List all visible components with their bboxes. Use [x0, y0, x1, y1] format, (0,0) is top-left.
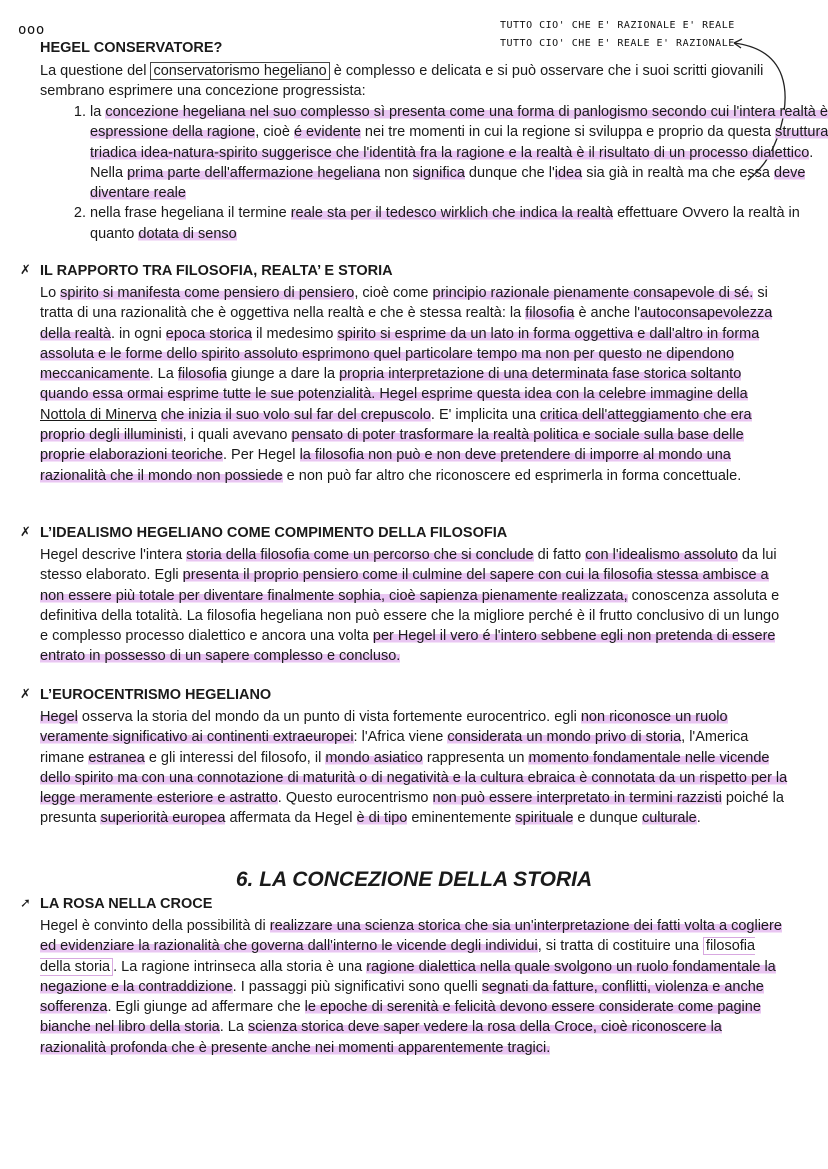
- section-title-idealismo: L’IDEALISMO HEGELIANO COME COMPIMENTO DELLA FILOSOFIA: [40, 525, 508, 541]
- boxed-term: filosofia della storia: [40, 938, 756, 975]
- section-2-paragraph: Lo spirito si manifesta come pensiero di pensiero, cioè come principio razionale pienamente consapevole di sé. si tratta di una razionalità che è oggettiva nella realtà e che è stessa realtà: la filosofia è anche l'autoconsapevolezza della realtà. in ogni epoca storica il medesimo spirito si esprime da un lato in forma oggettiva e dall'altro in forma assoluta e le forme dello spirito assoluto esprimono quel particolare tempo ma non per questo ne dipendono meccanicamente. La filosofia giunge a dare la propria interpretazione di una determinata fase storica soltanto quando essa ormai esprime tutte le sue potenzialità. Hegel esprime questa idea con la celebre immagine della Nottola di Minerva che inizia il suo volo sul far del crepuscolo. E' implicita una critica dell'atteggiamento che era proprio degli illuministi, i quali avevano pensato di poter trasformare la realtà politica e sociale sulla base delle proprie elaborazioni teoriche. Per Hegel la filosofia non può e non deve pretendere di imporre al mondo una razionalità che il mondo non possiede e non può far altro che riconoscere ed esprimerla in forma concettuale.: [40, 285, 773, 484]
- underlined-term: Nottola di Minerva: [40, 406, 157, 423]
- section-5-paragraph: Hegel è convinto della possibilità di realizzare una scienza storica che sia un'interpretazione dei fatti volta a cogliere ed evidenziare la razionalità che governa dall'interno le vicende degli individui, si tratta di costituire una filosofia della storia . La ragione intrinseca alla storia è una ragione dialettica nella quale svolgono un ruolo fondamentale la negazione e la contraddizione. I passaggi più significativi sono quelli segnati da fatture, conflitti, violenza e anche sofferenza. Egli giunge ad affermare che le epoche di serenità e felicità devono essere considerate come pagine bianche nel libro della storia. La scienza storica deve saper vedere la rosa della Croce, cioè riconoscere la razionalità profonda che è presente anche nei momenti apparentemente tragici.: [40, 918, 782, 1056]
- section-title-rapporto: IL RAPPORTO TRA FILOSOFIA, REALTA’ E STORIA: [40, 263, 393, 279]
- cross-mark: ✗: [20, 262, 31, 277]
- section-3-paragraph: Hegel descrive l'intera storia della filosofia come un percorso che si conclude di fatto con l'idealismo assoluto da lui stesso elaborato. Egli presenta il proprio pensiero come il culmine del sapere con cui la filosofia stessa ambisce a non essere più totale per diventare finalmente sophia, cioè sapienza pienamente realizzata, conoscenza assoluta e definitiva della totalità. La filosofia hegeliana non può essere che la migliore perché è il frutto conclusivo di un lungo e complesso processo dialettico e ancora una volta per Hegel il vero é l'intero sebbene egli non pretenda di essere entrato in possesso di un sapere complesso e concluso.: [40, 547, 780, 665]
- section-1-intro: La questione del conservatorismo hegeliano è complesso e delicata e si può osservare che i suoi scritti giovanili sembrano esprimere una concezione progressista:: [40, 63, 764, 100]
- section-4-paragraph: Hegel osserva la storia del mondo da un punto di vista fortemente eurocentrico. egli non riconosce un ruolo veramente significativo ai continenti extraeuropei: l'Africa viene considerata un mondo privo di storia, l'America rimane estranea e gli interessi del filosofo, il mondo asiatico rappresenta un momento fondamentale nelle vicende dello spirito ma con una connotazione di maturità o di negatività e la cultura ebraica è connotata da un rispetto per la legge meramente esteriore e astratto. Questo eurocentrismo non può essere interpretato in termini razzisti poiché la presunta superiorità europea affermata da Hegel è di tipo eminentemente spirituale e dunque culturale.: [40, 709, 788, 827]
- handwritten-line-1: TUTTO CIO' CHE E' RAZIONALE E' REALE: [500, 20, 735, 31]
- list-item: 1. la concezione hegeliana nel suo complesso sì presenta come una forma di panlogismo secondo cui l'intera realtà è espressione della ragione, cioè é evidente nei tre momenti in cui la regione si sviluppa e proprio da questa struttura triadica idea-natura-spirito suggerisce che l'identità fra la ragione e la realtà è il risultato di un processo dialettico. Nella prima parte dell'affermazione hegeliana non significa dunque che l'idea sia già in realtà ma che essa deve diventare reale: [90, 102, 828, 203]
- cross-mark: ✗: [20, 524, 31, 539]
- boxed-term: conservatorismo hegeliano: [150, 62, 329, 80]
- chapter-title: 6. LA CONCEZIONE DELLA STORIA: [235, 868, 593, 891]
- section-title-hegel-conservatore: HEGEL CONSERVATORE?: [40, 40, 223, 56]
- arrow-mark: ➚: [20, 895, 31, 910]
- handwritten-corner-note: ooo: [18, 22, 45, 38]
- cross-mark: ✗: [20, 686, 31, 701]
- section-title-eurocentrismo: L’EUROCENTRISMO HEGELIANO: [40, 687, 272, 703]
- section-1-list: [40, 102, 828, 244]
- list-item: 2. nella frase hegeliana il termine reale sta per il tedesco wirklich che indica la realtà effettuare Ovvero la realtà in quanto dotata di senso: [90, 203, 828, 244]
- section-title-rosa-nella-croce: LA ROSA NELLA CROCE: [40, 896, 213, 912]
- handwritten-line-2: TUTTO CIO' CHE E' REALE E' RAZIONALE: [500, 38, 735, 49]
